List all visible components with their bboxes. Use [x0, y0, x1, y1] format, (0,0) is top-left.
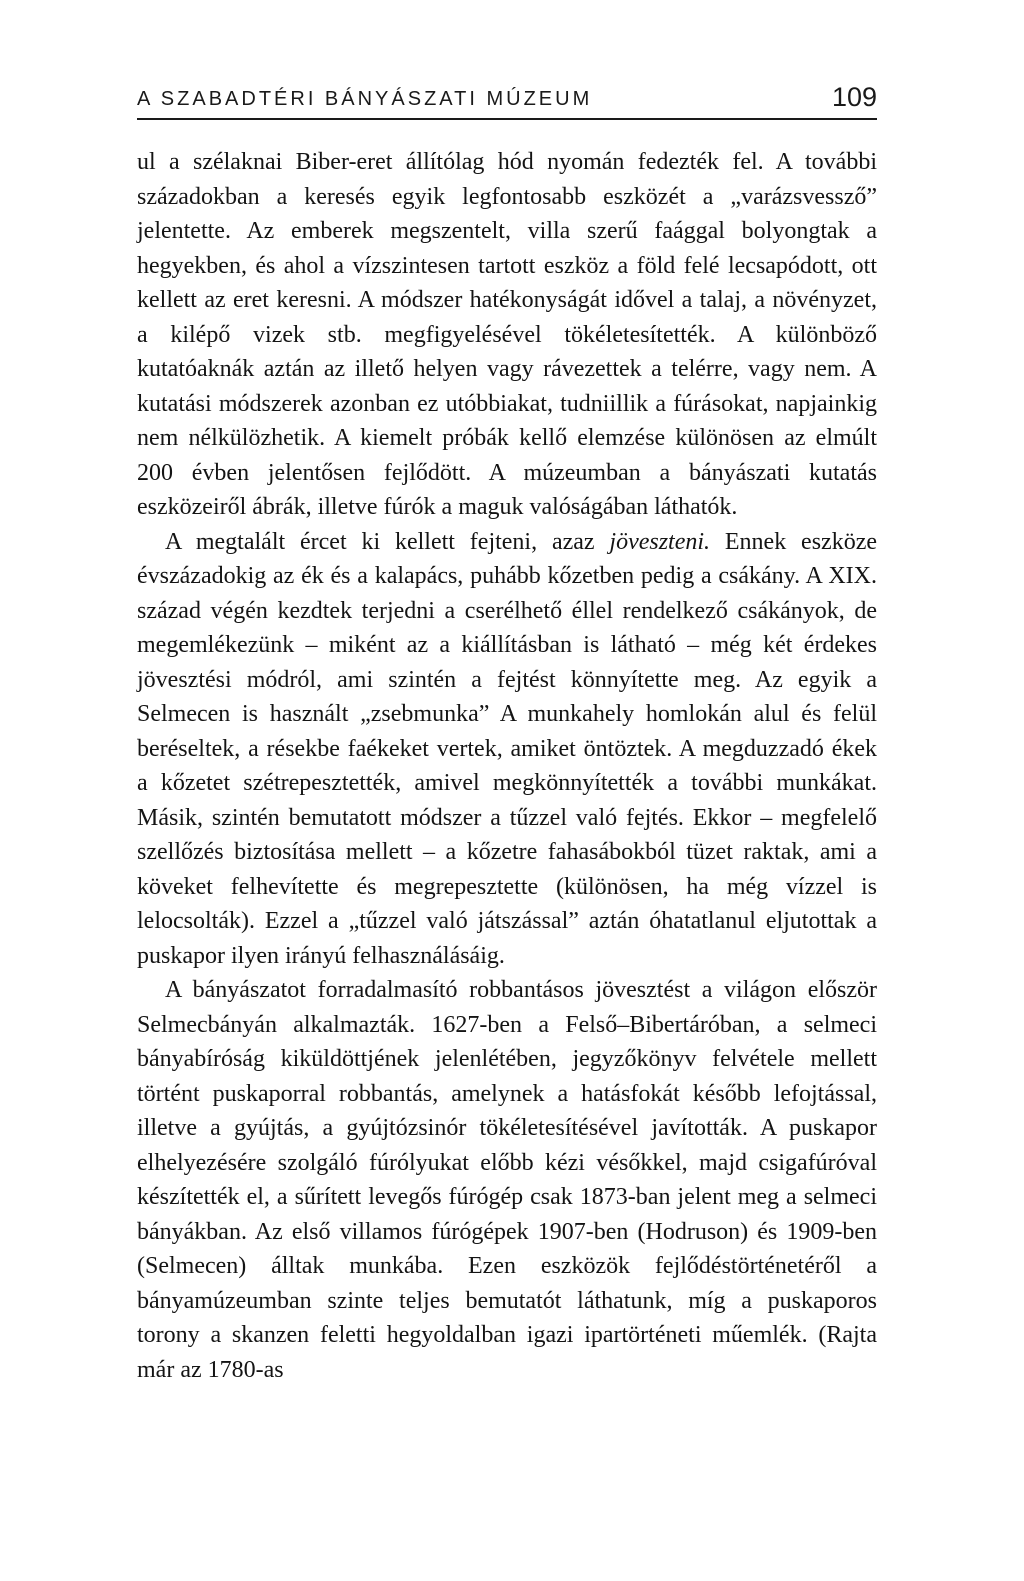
running-title: A SZABADTÉRI BÁNYÁSZATI MÚZEUM [137, 88, 593, 110]
paragraph-1: ul a szélaknai Biber-eret állítólag hód nyomán fedezték fel. A további századokban a keresés egyik legfontosabb eszközét a „varázsvessző” jelentette. Az emberek megszentelt, villa szerű faággal bolyongtak a hegyekben, és ahol a vízszintesen tartott eszköz a föld felé lecsapódott, ott kellett az eret keresni. A módszer hatékonyságát idővel a talaj, a növényzet, a kilépő vizek stb. megfigyelésével tökéletesítették. A különböző kutatóaknák aztán az illető helyen vagy rávezettek a telérre, vagy nem. A kutatási módszerek azonban ez utóbbiakat, tudniillik a fúrásokat, napjainkig nem nélkülözhetik. A kiemelt próbák kellő elemzése különösen az elmúlt 200 évben jelentősen fejlődött. A múzeumban a bányászati kutatás eszközeiről ábrák, illetve fúrók a maguk valóságában láthatók. [137, 149, 877, 520]
paragraph-3: A bányászatot forradalmasító robbantásos jövesztést a világon először Selmecbányán alkalmazták. 1627-ben a Felső–Bibertáróban, a selmeci bányabíróság kiküldöttjének jelenlétében, jegyzőkönyv felvétele mellett történt puskaporral robbantás, amelynek a hatásfokát később lefojtással, illetve a gyújtás, a gyújtózsinór tökéletesítésével javították. A puskapor elhelyezésére szolgáló fúrólyukat előbb kézi vésőkkel, majd csigafúróval készítették el, a sűrített levegős fúrógép csak 1873-ban jelent meg a selmeci bányákban. Az első villamos fúrógépek 1907-ben (Hodruson) és 1909-ben (Selmecen) álltak munkába. Ezen eszközök fejlődéstörténetéről a bányamúzeumban szinte teljes bemutatót láthatunk, míg a puskaporos torony a skanzen feletti hegyoldalban igazi ipartörténeti műemlék. (Rajta már az 1780-as [137, 977, 877, 1383]
running-header [137, 82, 877, 120]
paragraph-2-start: A megtalált ércet ki kellett fejteni, azaz [165, 528, 610, 555]
paragraph-2 [137, 525, 877, 974]
emphasized-term: jöveszteni. [609, 528, 711, 555]
book-page [137, 0, 877, 1581]
page-number: 109 [831, 82, 877, 112]
paragraph-2-rest: Ennek eszköze évszázadokig az ék és a kalapács, puhább kőzetben pedig a csákány. A XIX. század végén kezdtek terjedni a cserélhető éllel rendelkező csákányok, de megemlékezünk – miként az a kiállításban is látható – még két érdekes jövesztési módról, ami szintén a fejtést könnyítette meg. Az egyik a Selmecen is használt „zsebmunka” A munkahely homlokán alul és felül beréseltek, a résekbe faékeket vertek, amiket öntöztek. A megduzzadó ékek a kőzetet szétrepesztették, amivel megkönnyítették a további munkákat. Másik, szintén bemutatott módszer a tűzzel való fejtés. Ekkor – megfelelő szellőzés biztosítása mellett – a kőzetre fahasábokból tüzet raktak, ami a köveket felhevítette és megrepesztette (különösen, ha még vízzel is lelocsolták). Ezzel a „tűzzel való játszással” aztán óhatatlanul eljutottak a puskapor ilyen irányú felhasználásáig. [137, 528, 877, 969]
body-text [137, 145, 877, 1387]
